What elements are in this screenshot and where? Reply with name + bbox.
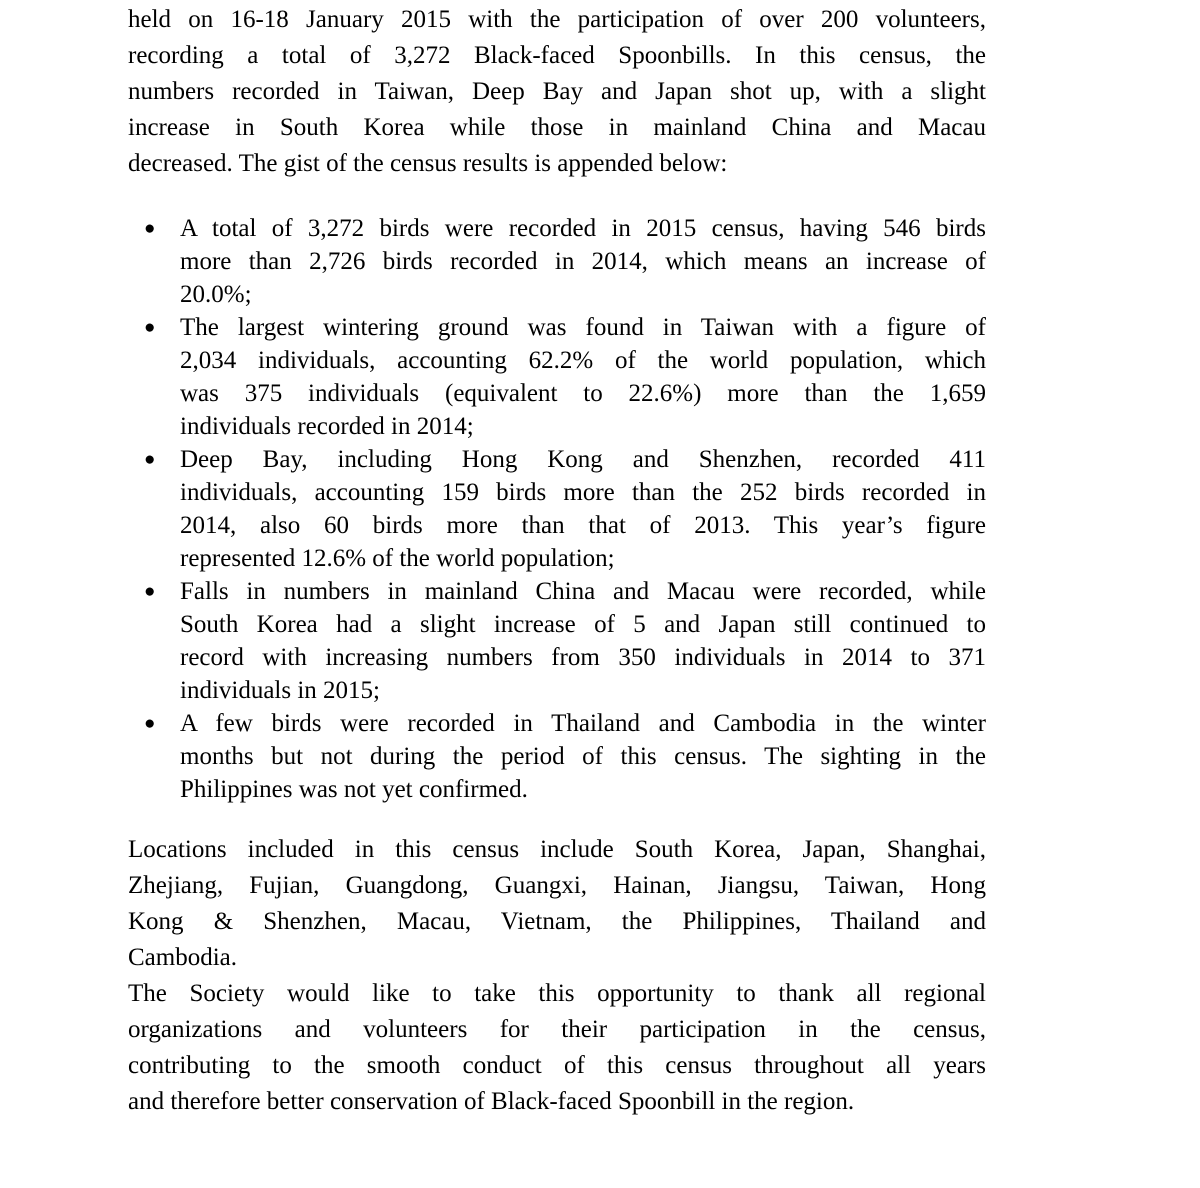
text-line: and therefore better conservation of Black-faced Spoonbill in the region. — [128, 1088, 855, 1115]
bullet-icon: ● — [144, 317, 156, 338]
text-line: recording a total of 3,272 Black-faced Spoonbills. In this census, the — [128, 42, 986, 69]
bullet-icon: ● — [144, 449, 156, 470]
text-line: 20.0%; — [180, 281, 252, 308]
text-line: Kong & Shenzhen, Macau, Vietnam, the Philippines, Thailand and — [128, 908, 986, 935]
bullet-list-item — [128, 575, 986, 707]
text-line: Deep Bay, including Hong Kong and Shenzhen, recorded 411 — [180, 446, 986, 473]
bullet-icon: ● — [144, 581, 156, 602]
text-line: Locations included in this census include South Korea, Japan, Shanghai, — [128, 836, 986, 863]
text-line: increase in South Korea while those in mainland China and Macau — [128, 114, 986, 141]
text-line: decreased. The gist of the census results is appended below: — [128, 150, 728, 177]
text-line: individuals recorded in 2014; — [180, 413, 474, 440]
text-line: A few birds were recorded in Thailand and Cambodia in the winter — [180, 710, 986, 737]
thanks-paragraph — [128, 976, 986, 1120]
intro-paragraph — [128, 2, 986, 182]
text-line: organizations and volunteers for their participation in the census, — [128, 1016, 986, 1043]
text-line: A total of 3,272 birds were recorded in 2015 census, having 546 birds — [180, 215, 986, 242]
text-line: numbers recorded in Taiwan, Deep Bay and Japan shot up, with a slight — [128, 78, 986, 105]
text-line: contributing to the smooth conduct of this census throughout all years — [128, 1052, 986, 1079]
text-line: Philippines was not yet confirmed. — [180, 776, 528, 803]
text-line: South Korea had a slight increase of 5 and Japan still continued to — [180, 611, 986, 638]
text-line: The largest wintering ground was found in Taiwan with a figure of — [180, 314, 986, 341]
text-line: 2,034 individuals, accounting 62.2% of the world population, which — [180, 347, 986, 374]
text-line: The Society would like to take this opportunity to thank all regional — [128, 980, 986, 1007]
text-line: more than 2,726 birds recorded in 2014, which means an increase of — [180, 248, 986, 275]
text-line: Falls in numbers in mainland China and Macau were recorded, while — [180, 578, 986, 605]
bullet-list-item — [128, 212, 986, 311]
text-line: represented 12.6% of the world population; — [180, 545, 615, 572]
text-line: 2014, also 60 birds more than that of 2013. This year’s figure — [180, 512, 986, 539]
text-line: individuals, accounting 159 birds more than the 252 birds recorded in — [180, 479, 986, 506]
locations-paragraph — [128, 832, 986, 976]
bullet-list-item — [128, 311, 986, 443]
text-line: individuals in 2015; — [180, 677, 380, 704]
census-results-list — [128, 212, 986, 806]
bullet-icon: ● — [144, 713, 156, 734]
bullet-list-item — [128, 707, 986, 806]
text-line: held on 16-18 January 2015 with the participation of over 200 volunteers, — [128, 6, 986, 33]
bullet-list-item — [128, 443, 986, 575]
text-line: Cambodia. — [128, 944, 238, 971]
text-line: was 375 individuals (equivalent to 22.6%) more than the 1,659 — [180, 380, 986, 407]
text-line: Zhejiang, Fujian, Guangdong, Guangxi, Hainan, Jiangsu, Taiwan, Hong — [128, 872, 986, 899]
text-line: months but not during the period of this census. The sighting in the — [180, 743, 986, 770]
text-line: record with increasing numbers from 350 individuals in 2014 to 371 — [180, 644, 986, 671]
bullet-icon: ● — [144, 218, 156, 239]
